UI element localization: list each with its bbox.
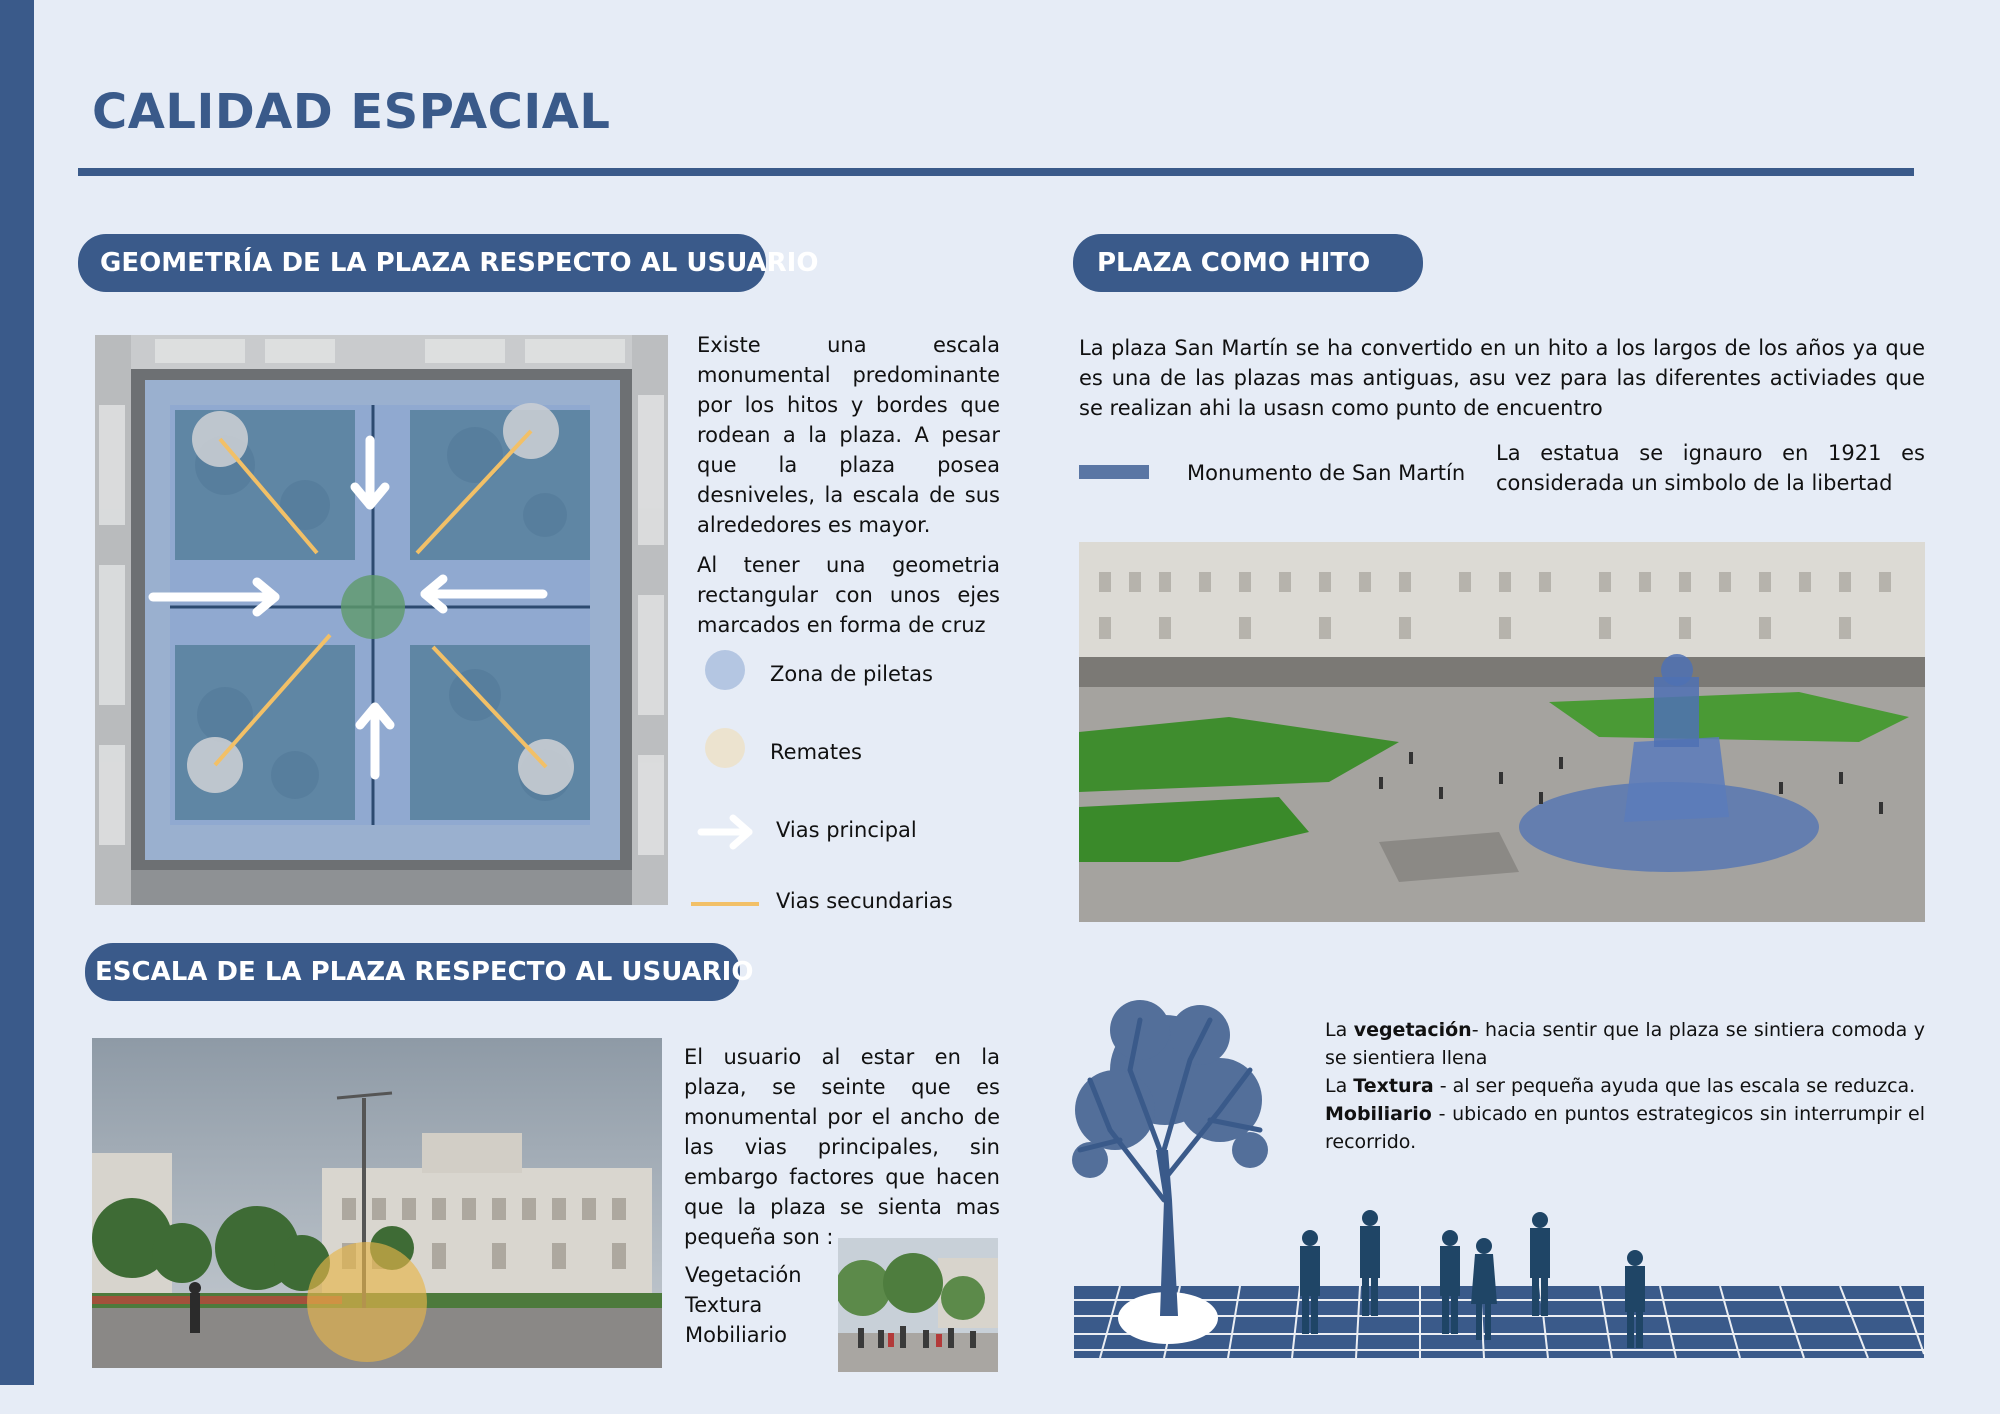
factor-mobiliario: Mobiliario [685, 1323, 787, 1347]
factor-textura-line: La Textura - al ser pequeña ayuda que las escala se reduzca. [1325, 1075, 1916, 1097]
factor-vegetacion: Vegetación [685, 1263, 802, 1287]
legend-label-vias-principal: Vias principal [776, 818, 917, 842]
aerial-plaza-illustration [95, 335, 668, 905]
legend-label-remates: Remates [770, 740, 862, 764]
title-underline [78, 168, 1914, 176]
factor-textura: Textura [685, 1293, 763, 1317]
scale-heading: ESCALA DE LA PLAZA RESPECTO AL USUARIO [85, 943, 740, 1001]
scale-factor-list [685, 1260, 802, 1350]
beige-circle-icon [705, 728, 745, 768]
orange-line-icon [691, 902, 759, 906]
factors-description [1325, 1016, 1925, 1156]
landmark-paragraph: La plaza San Martín se ha convertido en un hito a los largos de los años ya que es una de las plazas mas antiguas, asu vez para las diferentes activiades que se realizan ahi la usasn como punto de encuentro [1079, 336, 1925, 420]
geometry-heading: GEOMETRÍA DE LA PLAZA RESPECTO AL USUARIO [78, 234, 766, 292]
tree-icon [1072, 1000, 1268, 1316]
geometry-paragraph-1: Existe una escala monumental predominante por los hitos y bordes que rodean a la plaza. A pesar que la plaza posea desniveles, la escala de sus alrededores es mayor. [697, 333, 1000, 537]
plaza-san-martin-illustration [1079, 542, 1925, 922]
landmark-heading: PLAZA COMO HITO [1073, 234, 1423, 292]
street-view-image [92, 1038, 662, 1368]
plaza-crowd-illustration [838, 1238, 998, 1372]
factor-mobiliario-line: Mobiliario - ubicado en puntos estrategicos sin interrumpir el recorrido. [1325, 1103, 1925, 1153]
monument-note: La estatua se ignauro en 1921 es considerada un simbolo de la libertad [1496, 441, 1925, 495]
scale-paragraph: El usuario al estar en la plaza, se seinte que es monumental por el ancho de las vias principales, sin embargo factores que hacen que la plaza se sienta mas pequeña son : [684, 1045, 1000, 1249]
factor-vegetacion-line: La vegetación- hacia sentir que la plaza se sintiera comoda y se sientiera llena [1325, 1019, 1925, 1069]
aerial-plaza-image [95, 335, 668, 905]
left-sidebar-band [0, 0, 34, 1385]
geometry-paragraph-2: Al tener una geometria rectangular con unos ejes marcados en forma de cruz [697, 553, 1000, 637]
plaza-crowd-image [838, 1238, 998, 1372]
blue-circle-icon [705, 650, 745, 690]
monument-swatch [1079, 465, 1149, 479]
monument-label: Monumento de San Martín [1187, 461, 1466, 485]
legend-label-piletas: Zona de piletas [770, 662, 933, 686]
white-arrow-icon [697, 812, 757, 852]
page-title: CALIDAD ESPACIAL [92, 84, 611, 140]
legend-label-vias-secundarias: Vias secundarias [776, 889, 953, 913]
plaza-san-martin-image [1079, 542, 1925, 922]
street-view-illustration [92, 1038, 662, 1368]
